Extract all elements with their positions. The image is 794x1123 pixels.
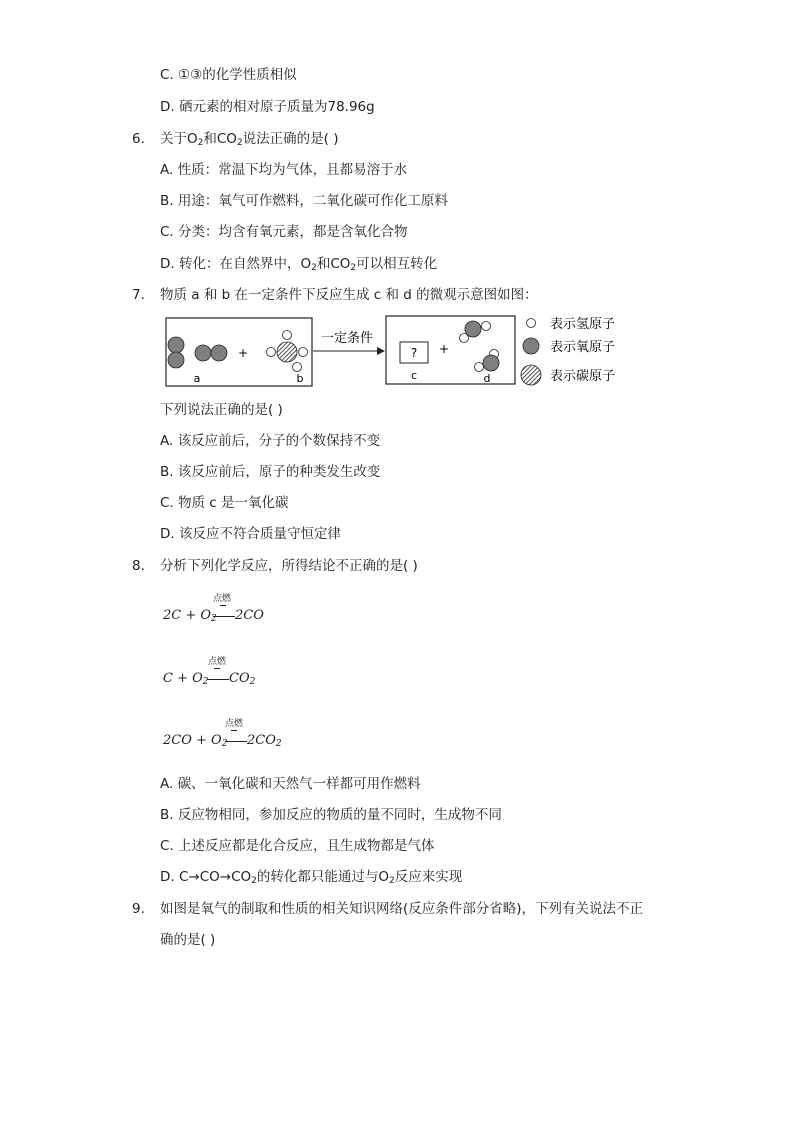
oxygen-atom: [483, 355, 499, 371]
eq2-equals-line: [207, 679, 229, 680]
legend-carbon-label: 表示碳原子: [550, 369, 616, 384]
q6-option-c: C. 分类：均含有氧元素，都是含氧化合物: [160, 224, 408, 240]
equation-2: $C + O_2$: [163, 671, 209, 687]
oxygen-atom: [168, 337, 184, 353]
q8-number: 8.: [132, 558, 145, 574]
q7-number: 7.: [132, 287, 145, 303]
q7-option-d: D. 该反应不符合质量守恒定律: [160, 526, 341, 542]
q7-option-a: A. 该反应前后，分子的个数保持不变: [160, 433, 381, 449]
hydrogen-atom: [293, 363, 302, 372]
q8-option-b: B. 反应物相同，参加反应的物质的量不同时，生成物不同: [160, 807, 502, 823]
q6-number: 6.: [132, 131, 145, 147]
hydrogen-atom: [475, 363, 484, 372]
q8-option-a: A. 碳、一氧化碳和天然气一样都可用作燃料: [160, 776, 421, 792]
plus-sign: +: [237, 346, 249, 360]
eq3-condition: 点燃: [225, 719, 244, 729]
q6-option-a: A. 性质：常温下均为气体，且都易溶于水: [160, 162, 408, 178]
plus-sign: +: [438, 342, 450, 356]
q8-option-d: D. $C\to CO\to CO_2$的转化都只能通过与$O_2$反应来实现: [160, 869, 463, 886]
oxygen-atom: [168, 352, 184, 368]
q6-option-d: D. 转化：在自然界中，$O_2$和$CO_2$可以相互转化: [160, 256, 438, 273]
q8-stem: 分析下列化学反应，所得结论不正确的是( ): [160, 558, 418, 574]
legend-hydrogen-label: 表示氢原子: [550, 317, 616, 332]
eq3-condition-mark: [231, 730, 237, 731]
oxygen-atom: [211, 345, 227, 361]
label-d: d: [483, 372, 491, 385]
q8-option-c: C. 上述反应都是化合反应，且生成物都是气体: [160, 838, 435, 854]
eq2-condition-mark: [214, 668, 220, 669]
label-b: b: [296, 372, 304, 385]
equation-1: $2C + O_2$: [163, 608, 217, 624]
eq1-condition-mark: [220, 605, 226, 606]
hydrogen-atom: [267, 348, 276, 357]
q7-stem: 物质 a 和 b 在一定条件下反应生成 c 和 d 的微观示意图如图：: [160, 287, 538, 303]
oxygen-atom: [195, 345, 211, 361]
equation-3: $2CO + O_2$: [163, 733, 228, 749]
eq2-condition: 点燃: [208, 657, 227, 667]
equation-3-product: $2CO_2$: [247, 733, 282, 749]
reaction-condition: 一定条件: [320, 331, 374, 346]
legend-hydrogen-icon: [527, 319, 536, 328]
label-c: c: [410, 369, 418, 382]
hydrogen-atom: [482, 322, 491, 331]
q5-option-d: D. 硒元素的相对原子质量为78.96g: [160, 99, 375, 115]
label-a: a: [193, 372, 201, 385]
reaction-diagram: [160, 312, 640, 392]
q7-option-c: C. 物质 c 是一氧化碳: [160, 495, 289, 511]
eq3-equals-line: [225, 741, 247, 742]
q5-option-c: C. ①③的化学性质相似: [160, 67, 297, 83]
q6-stem: 关于$O_2$和$CO_2$说法正确的是( ): [160, 131, 339, 148]
oxygen-atom: [465, 321, 481, 337]
unknown-product: ?: [410, 346, 418, 360]
equation-1-product: 2CO: [235, 608, 264, 623]
q6-option-b: B. 用途：氧气可作燃料，二氧化碳可作化工原料: [160, 193, 448, 209]
carbon-atom: [277, 342, 297, 362]
q7-prompt: 下列说法正确的是( ): [160, 402, 283, 418]
hydrogen-atom: [299, 348, 308, 357]
legend-oxygen-label: 表示氧原子: [550, 340, 616, 355]
legend-oxygen-icon: [523, 338, 539, 354]
q7-option-b: B. 该反应前后，原子的种类发生改变: [160, 464, 381, 480]
hydrogen-atom: [283, 331, 292, 340]
legend-carbon-icon: [521, 365, 541, 385]
q9-stem-line-2: 确的是( ): [160, 932, 216, 948]
equation-2-product: $CO_2$: [229, 671, 256, 687]
q9-number: 9.: [132, 901, 145, 917]
eq1-condition: 点燃: [213, 594, 232, 604]
q9-stem-line-1: 如图是氧气的制取和性质的相关知识网络(反应条件部分省略)，下列有关说法不正: [160, 901, 644, 917]
eq1-equals-line: [213, 616, 235, 617]
